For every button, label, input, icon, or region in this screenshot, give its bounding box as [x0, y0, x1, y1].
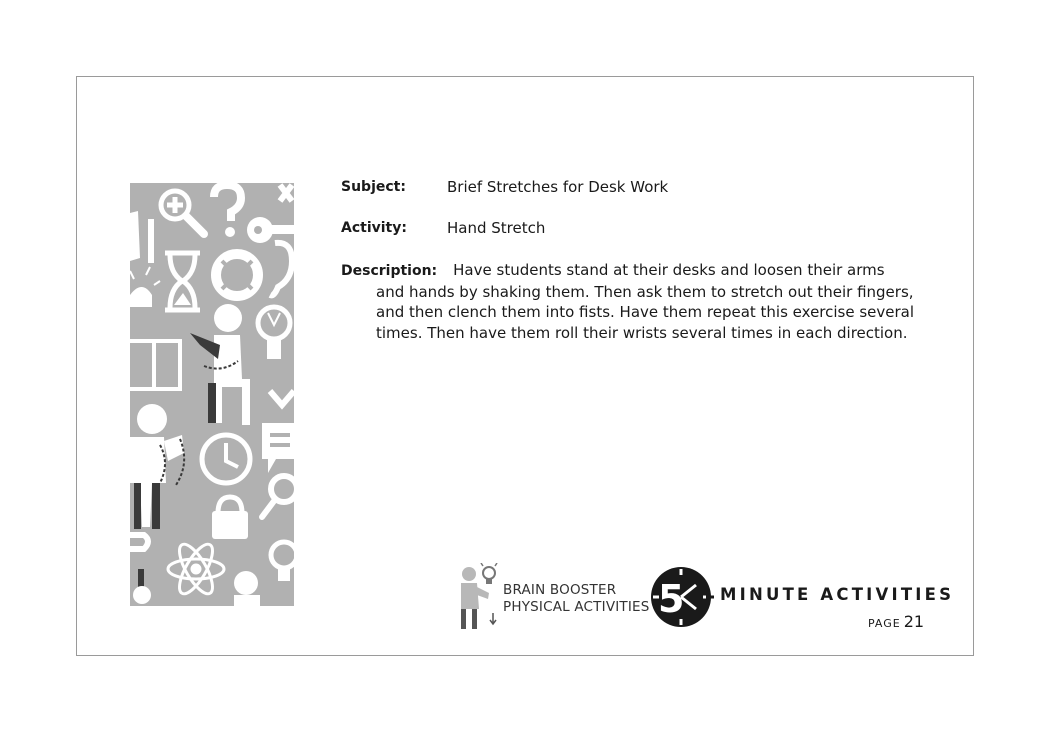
description-text: Have students stand at their desks and loosen their arms and hands by shaking them. Then ask them to stretch out their fingers, and then clench them into fists. Have them repeat this exercise several times. Then have them roll their wrists several times in each direction.	[376, 261, 915, 342]
logo-numeral: 5	[658, 577, 685, 621]
page-number: 21	[903, 612, 925, 631]
five-minute-logo	[650, 565, 714, 629]
page-label: PAGE	[868, 617, 901, 630]
brand-title: MINUTE ACTIVITIES	[720, 585, 955, 604]
activity-label: Activity:	[341, 220, 407, 236]
series-line-1: BRAIN BOOSTER	[503, 582, 617, 598]
description-label: Description:	[341, 263, 438, 279]
icon-pattern-art	[130, 183, 294, 606]
subject-value: Brief Stretches for Desk Work	[447, 178, 669, 196]
activity-value: Hand Stretch	[447, 219, 546, 237]
icon-pattern-panel	[130, 183, 294, 606]
subject-label: Subject:	[341, 179, 406, 195]
page-number-block	[868, 612, 924, 631]
series-line-2: PHYSICAL ACTIVITIES	[503, 598, 650, 615]
series-title	[503, 582, 650, 615]
brain-booster-icon	[455, 563, 499, 631]
description-block	[341, 260, 916, 343]
partial-figure-icon	[148, 219, 154, 263]
